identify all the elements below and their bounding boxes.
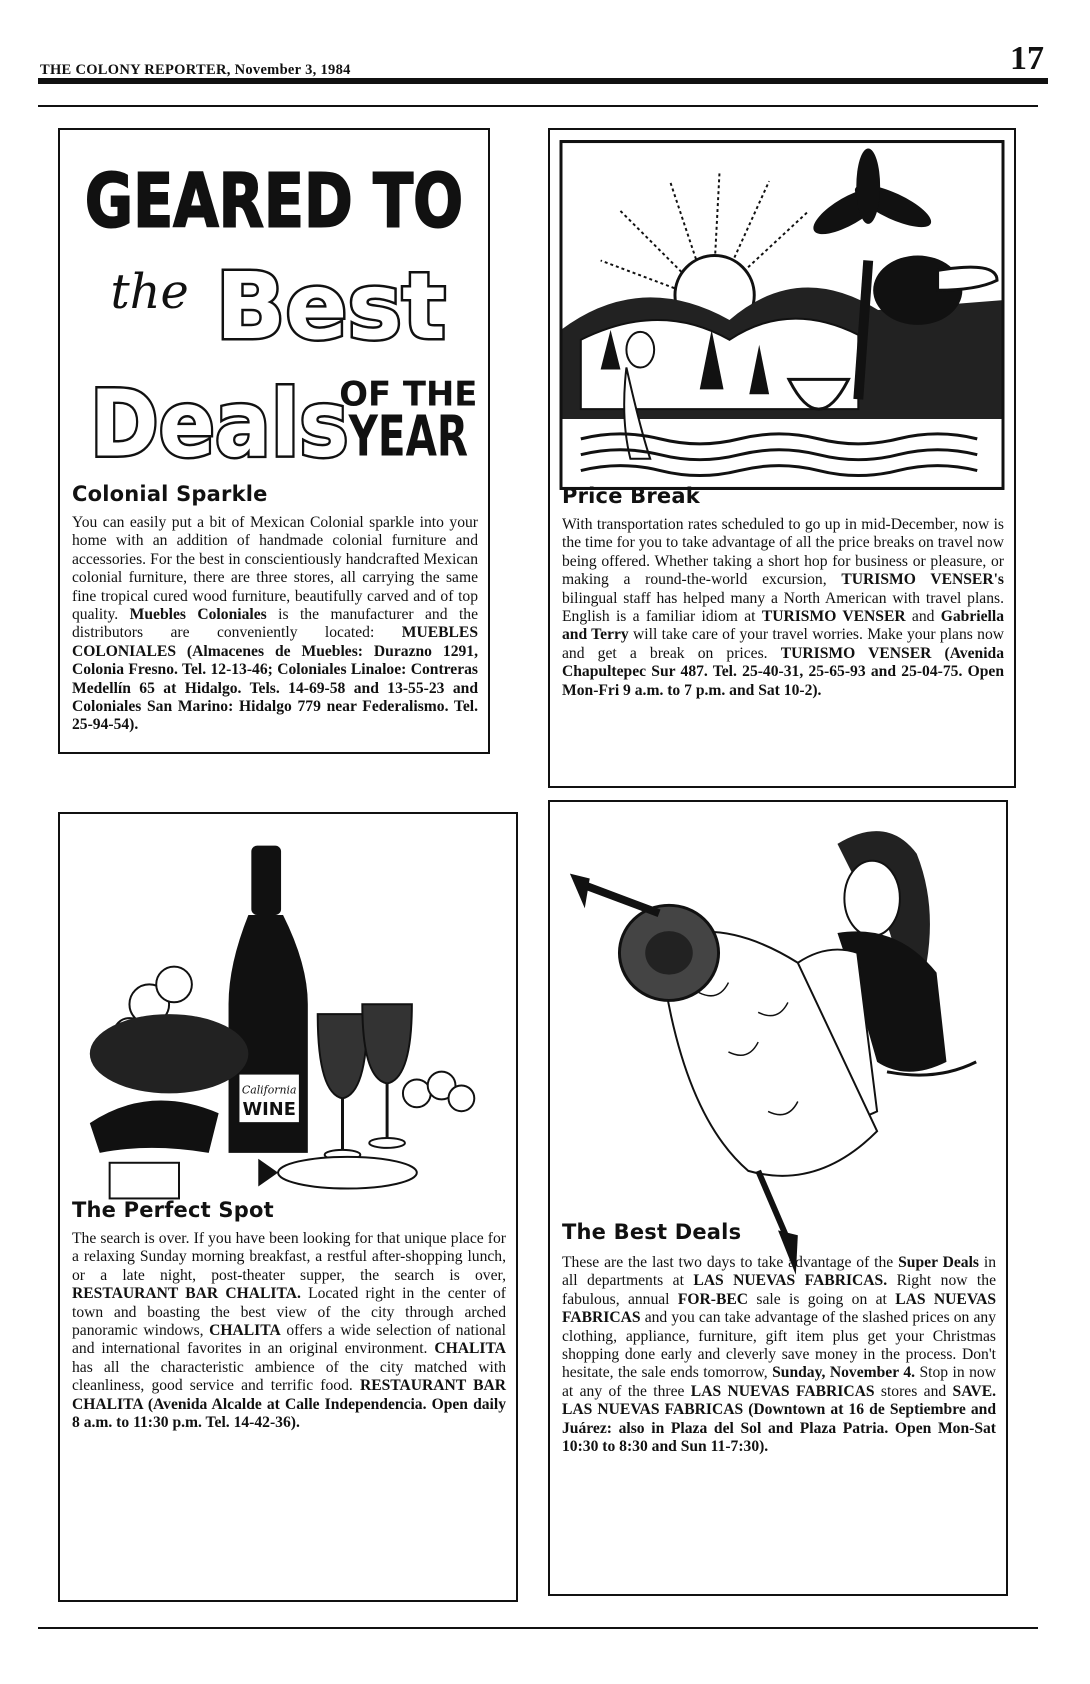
heading-best-deals: The Best Deals bbox=[562, 1220, 742, 1244]
article-colonial-sparkle: You can easily put a bit of Mexican Colonial sparkle into your home with an addition of handmade colonial furniture and accessories. For the best in conscientiously handcrafted Mexican colonial furniture, there are three stores, all carrying the same fine tropical cured wood furniture, beautifully carved and of top quality. Muebles Coloniales is the manufacturer and the distributors are conveniently located: MUEBLES COLONIALES (Almacenes de Muebles: Durazno 1291, Colonia Fresno. Tel. 12-13-46; Coloniales Linaloe: Contreras Medellín 65 at Hidalgo. Tels. 14-69-58 and 13-55-23 and Coloniales San Marino: Hidalgo 779 near Federalismo. Tel. 25-94-54). bbox=[72, 514, 478, 734]
banner-deals: Deals bbox=[89, 370, 349, 478]
masthead bbox=[38, 40, 1048, 82]
banner-geared-to-best-deals bbox=[70, 138, 478, 478]
banner-year: YEAR bbox=[347, 404, 469, 470]
wine-illustration bbox=[70, 824, 506, 1234]
tropical-scene-art bbox=[561, 141, 1003, 489]
fashion-illustration bbox=[560, 812, 996, 1282]
wine-label-bottom: WINE bbox=[242, 1099, 296, 1121]
publication-line: THE COLONY REPORTER, November 3, 1984 bbox=[40, 62, 351, 78]
banner-art bbox=[70, 138, 478, 478]
wine-label-top: California bbox=[241, 1083, 297, 1097]
woman-with-hat-art bbox=[560, 812, 996, 1282]
heading-perfect-spot: The Perfect Spot bbox=[72, 1198, 274, 1222]
page-number: 17 bbox=[1010, 40, 1044, 77]
banner-geared-to: GEARED TO bbox=[84, 159, 464, 245]
panel-perfect-spot bbox=[58, 812, 518, 1602]
banner-best: Best bbox=[215, 252, 446, 360]
tropical-illustration bbox=[560, 140, 1004, 490]
panel-price-break bbox=[548, 128, 1016, 788]
heading-colonial-sparkle: Colonial Sparkle bbox=[72, 482, 268, 506]
heading-price-break: Price Break bbox=[562, 484, 700, 508]
panel-best-deals bbox=[548, 800, 1008, 1596]
article-perfect-spot: The search is over. If you have been looking for that unique place for a relaxing Sunday morning breakfast, a restful after-shopping lunch, or a late night, post-theater supper, the search is over, RESTAURANT BAR CHALITA. Located right in the center of town and boasting the best view of the city through arched panoramic windows, CHALITA offers a wide selection of national and international favorites in an original environment. CHALITA has all the characteristic ambience of the city matched with cleanliness, good service and terrific food. RESTAURANT BAR CHALITA (Avenida Alcalde at Calle Independencia. Open daily 8 a.m. to 11:30 p.m. Tel. 14-42-36). bbox=[72, 1230, 507, 1432]
wine-still-life-art bbox=[70, 824, 506, 1234]
masthead-rule bbox=[38, 78, 1048, 84]
panel-colonial-sparkle bbox=[58, 128, 490, 754]
banner-of-the: OF THE bbox=[339, 374, 478, 414]
banner-the: the bbox=[110, 265, 189, 320]
article-best-deals: These are the last two days to take advantage of the Super Deals in all departments at LAS NUEVAS FABRICAS. Right now the fabulous, annual FOR-BEC sale is going on at LAS NUEVAS FABRICAS and you can take advantage of the slashed prices on any clothing, appliance, furniture, gift item plus get your Christmas shopping done early and cleverly save money in the process. Don't hesitate, the sale ends tomorrow, Sunday, November 4. Stop in now at any of the three LAS NUEVAS FABRICAS stores and SAVE. LAS NUEVAS FABRICAS (Downtown at 16 de Septiembre and Juárez: also in Plaza del Sol and Plaza Patria. Open Mon-Sat 10:30 to 8:30 and Sun 11-7:30). bbox=[562, 1254, 997, 1456]
article-price-break: With transportation rates scheduled to go up in mid-December, now is the time for you to take advantage of all the price breaks on travel now being offered. Whether taking a short hop for business or pleasure, or making a round-the-world excursion, TURISMO VENSER's bilingual staff has helped many a North American with travel plans. English is a familiar idiom at TURISMO VENSER and Gabriella and Terry will take care of your travel worries. Make your plans now and get a break on prices. TURISMO VENSER (Avenida Chapultepec Sur 487. Tel. 25-40-31, 25-65-93 and 25-04-75. Open Mon-Fri 9 a.m. to 7 p.m. and Sat 10-2). bbox=[562, 516, 1005, 699]
